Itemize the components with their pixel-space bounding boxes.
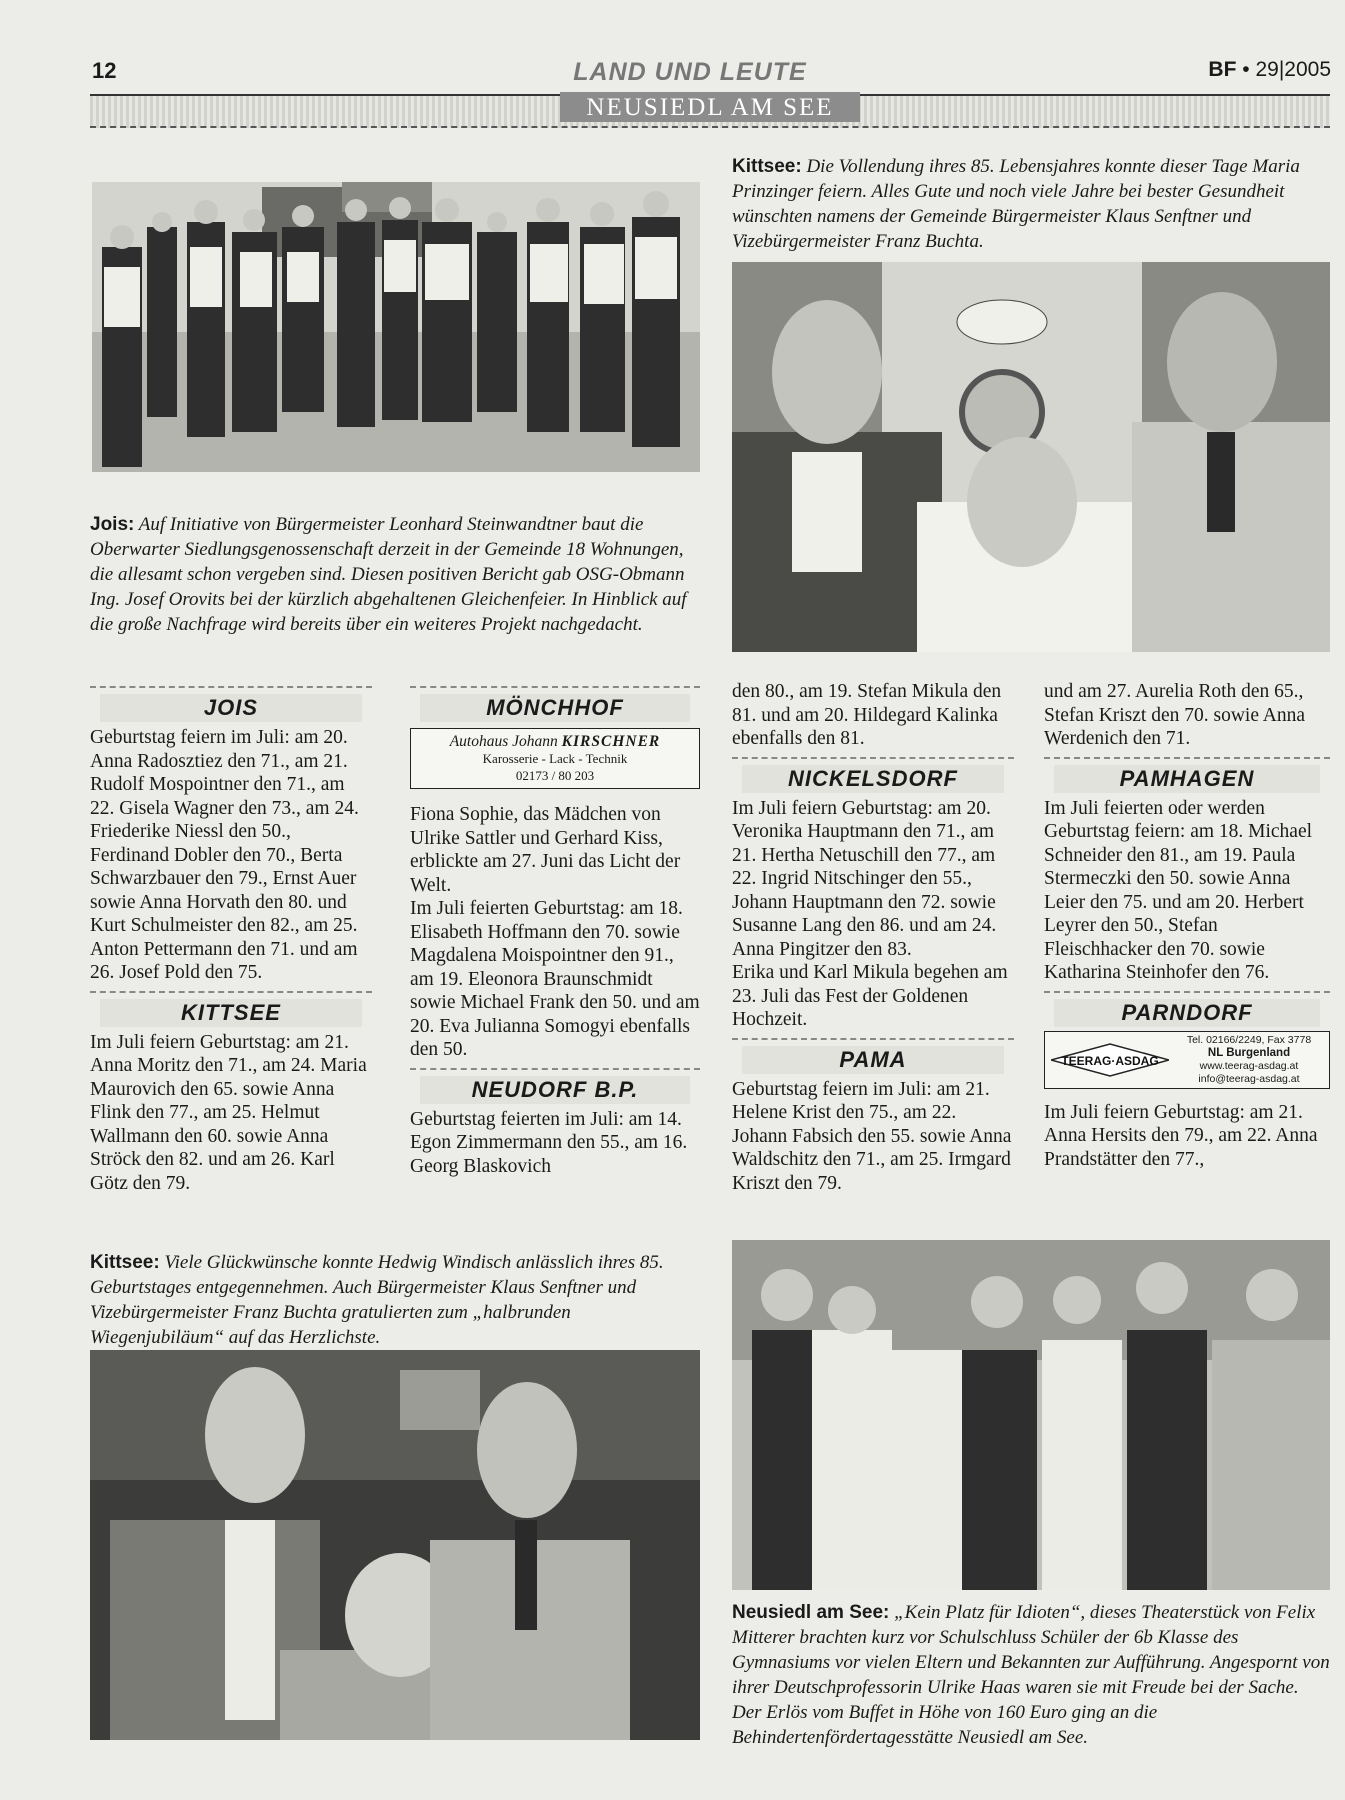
ad-teerag-web: www.teerag-asdag.at xyxy=(1199,1059,1299,1072)
caption-kittsee-2-place: Kittsee: xyxy=(90,1252,160,1273)
heading-pama-text: PAMA xyxy=(742,1046,1004,1074)
ad-kirschner-first: Johann xyxy=(508,733,562,750)
heading-parndorf xyxy=(1044,991,1330,1027)
caption-jois-text: Auf Initiative von Bürgermeister Leonhard Steinwandtner baut die Oberwarter Siedlungsgenossenschaft derzeit in der Gemeinde 18 Wohnungen, die allesamt schon vergeben sind. Diesen positiven Bericht gab OSG-Obmann Ing. Josef Orovits bei der kürzlich abgehaltenen Gleichenfeier. In Hinblick auf die große Nachfrage wird bereits über ein weiteres Projekt nachgedacht. xyxy=(90,514,687,635)
section-title: LAND UND LEUTE xyxy=(573,58,807,86)
heading-neudorf xyxy=(410,1068,700,1104)
heading-nickelsdorf-text: NICKELSDORF xyxy=(742,765,1004,793)
issue-info xyxy=(1208,58,1331,82)
teerag-logo-icon xyxy=(1051,1043,1169,1077)
heading-moenchhof-text: MÖNCHHOF xyxy=(420,694,690,722)
heading-pama xyxy=(732,1038,1014,1074)
text-nickelsdorf-wedding: Erika und Karl Mikula begehen am 23. Juli das Fest der Goldenen Hochzeit. xyxy=(732,962,1008,1030)
caption-kittsee-1-text: Die Vollendung ihres 85. Lebensjahres konnte dieser Tage Maria Prinzinger feiern. Alles Gute und noch viele Jahre bei bester Gesundheit wünschten namens der Gemeinde Bürgermeister Klaus Senftner und Vizebürgermeister Franz Buchta. xyxy=(732,156,1300,252)
text-jois: Geburtstag feiern im Juli: am 20. Anna Radosztiez den 71., am 21. Rudolf Mospointner den 71., am 22. Gisela Wagner den 73., am 24. Friederike Niessl den 50., Ferdinand Dobler den 70., Berta Schwarzbauer den 79., Ernst Auer sowie Anna Horvath den 80. und Kurt Schulmeister den 82., am 25. Anton Pettermann den 71. und am 26. Josef Pold den 75. xyxy=(90,727,359,983)
text-parndorf: Im Juli feiern Geburtstag: am 21. Anna Hersits den 79., am 22. Anna Prandstätter den 77., xyxy=(1044,1101,1318,1170)
heading-pamhagen-text: PAMHAGEN xyxy=(1054,765,1320,793)
caption-jois xyxy=(90,512,694,637)
caption-kittsee-2 xyxy=(90,1250,700,1350)
photo-neusiedl xyxy=(732,1240,1330,1590)
issue-number: 29|2005 xyxy=(1255,58,1331,81)
heading-nickelsdorf xyxy=(732,757,1014,793)
caption-neusiedl xyxy=(732,1600,1332,1750)
separator: • xyxy=(1242,58,1250,81)
photo-kittsee-1 xyxy=(732,262,1330,652)
column-1 xyxy=(90,680,372,1195)
brand: BF xyxy=(1208,58,1237,81)
caption-kittsee-2-text: Viele Glückwünsche konnte Hedwig Windisch anlässlich ihres 85. Geburtstages entgegennehmen. Auch Bürgermeister Klaus Senftner und Vizebürgermeister Franz Buchta gratulierten zum „halbrunden Wiegenjubiläum“ auf das Herzlichste. xyxy=(90,1252,664,1348)
heading-jois xyxy=(90,686,372,722)
column-3 xyxy=(732,680,1014,1195)
heading-kittsee-text: KITTSEE xyxy=(100,999,362,1027)
photo-jois-illustration xyxy=(92,182,700,472)
caption-jois-place: Jois: xyxy=(90,514,135,535)
photo-kittsee-2 xyxy=(90,1350,700,1740)
text-moenchhof-birthdays: Im Juli feierten Geburtstag: am 18. Elisabeth Hoffmann den 70. sowie Magdalena Moispointner den 91., am 19. Eleonora Braunschmidt sowie Michael Frank den 50. und am 20. Eva Julianna Somogyi ebenfalls den 50. xyxy=(410,898,700,1060)
ad-teerag-branch: NL Burgenland xyxy=(1207,1046,1291,1059)
heading-neudorf-text: NEUDORF B.P. xyxy=(420,1076,690,1104)
ad-kirschner xyxy=(410,728,700,789)
heading-parndorf-text: PARNDORF xyxy=(1054,999,1320,1027)
text-pamhagen-pre: und am 27. Aurelia Roth den 65., Stefan Kriszt den 70. sowie Anna Werdenich den 71. xyxy=(1044,681,1306,749)
text-nickelsdorf-birthdays: Im Juli feiern Geburtstag: am 20. Veronika Hauptmann den 71., am 21. Hertha Netuschill den 77., am 22. Ingrid Nitschinger den 55., Johann Hauptmann den 72. sowie Susanne Lang den 86. und am 24. Anna Pingitzer den 83. xyxy=(732,797,997,960)
ad-kirschner-name xyxy=(413,733,697,750)
text-kittsee: Im Juli feiern Geburtstag: am 21. Anna Moritz den 71., am 24. Maria Maurovich den 65. sowie Anna Flink den 77., am 25. Helmut Wallmann den 60. sowie Anna Ströck den 82. und am 26. Karl Götz den 79. xyxy=(90,1031,367,1194)
ad-kirschner-phone: 02173 / 80 203 xyxy=(515,768,595,783)
caption-neusiedl-text: „Kein Platz für Idioten“, dieses Theaterstück von Felix Mitterer brachten kurz vor Schulschluss Schüler der 6b Klasse des Gymnasiums vor vielen Eltern und Bekannten zur Aufführung. Angespornt von ihrer Deutschprofessorin Ulrike Haas waren sie mit Freude bei der Sache. Der Erlös vom Buffet in Höhe von 160 Euro ging an die Behindertenfördertagesstätte Neusiedl am See. xyxy=(732,1602,1330,1748)
column-2 xyxy=(410,680,700,1178)
caption-kittsee-1-place: Kittsee: xyxy=(732,156,802,177)
heading-moenchhof xyxy=(410,686,700,722)
ad-teerag-info xyxy=(1169,1034,1329,1086)
page-number: 12 xyxy=(92,58,117,83)
ad-kirschner-surname: KIRSCHNER xyxy=(561,733,661,750)
heading-jois-text: JOIS xyxy=(100,694,362,722)
column-4 xyxy=(1044,680,1330,1171)
ad-teerag-tel: Tel. 02166/2249, Fax 3778 xyxy=(1186,1033,1312,1046)
ad-teerag xyxy=(1044,1031,1330,1089)
ad-kirschner-prefix: Autohaus xyxy=(449,733,509,750)
text-moenchhof-birth: Fiona Sophie, das Mädchen von Ulrike Sattler und Gerhard Kiss, erblickte am 27. Juni das Licht der Welt. xyxy=(410,804,681,896)
text-pamhagen: Im Juli feierten oder werden Geburtstag feiern: am 18. Michael Schneider den 81., am 19. Paula Stermeczki den 50. sowie Anna Leier den 75. und am 20. Herbert Leyrer den 50., Stefan Fleischhacker den 70. sowie Katharina Steinhofer den 76. xyxy=(1044,797,1313,983)
heading-pamhagen xyxy=(1044,757,1330,793)
teerag-logo-text: TEERAG·ASDAG xyxy=(1061,1053,1159,1068)
text-neudorf: Geburtstag feierten im Juli: am 14. Egon Zimmermann den 55., am 16. Georg Blaskovich xyxy=(410,1108,688,1177)
heading-kittsee xyxy=(90,991,372,1027)
caption-neusiedl-place: Neusiedl am See: xyxy=(732,1602,890,1623)
photo-kittsee-1-illustration xyxy=(732,262,1330,652)
photo-kittsee-2-illustration xyxy=(90,1350,700,1740)
ad-kirschner-services: Karosserie - Lack - Technik xyxy=(482,751,628,766)
text-pama: Geburtstag feiern im Juli: am 21. Helene Krist den 75., am 22. Johann Fabsich den 55. sowie Anna Waldschitz den 71., am 25. Irmgard Kriszt den 79. xyxy=(732,1078,1012,1194)
text-neudorf-continued: den 80., am 19. Stefan Mikula den 81. und am 20. Hildegard Kalinka ebenfalls den 81. xyxy=(732,681,1002,749)
caption-kittsee-1 xyxy=(732,154,1332,254)
photo-jois-group xyxy=(92,182,700,472)
region-title: NEUSIEDL AM SEE xyxy=(560,92,860,122)
ad-teerag-mail: info@teerag-asdag.at xyxy=(1198,1072,1300,1085)
photo-neusiedl-illustration xyxy=(732,1240,1330,1590)
